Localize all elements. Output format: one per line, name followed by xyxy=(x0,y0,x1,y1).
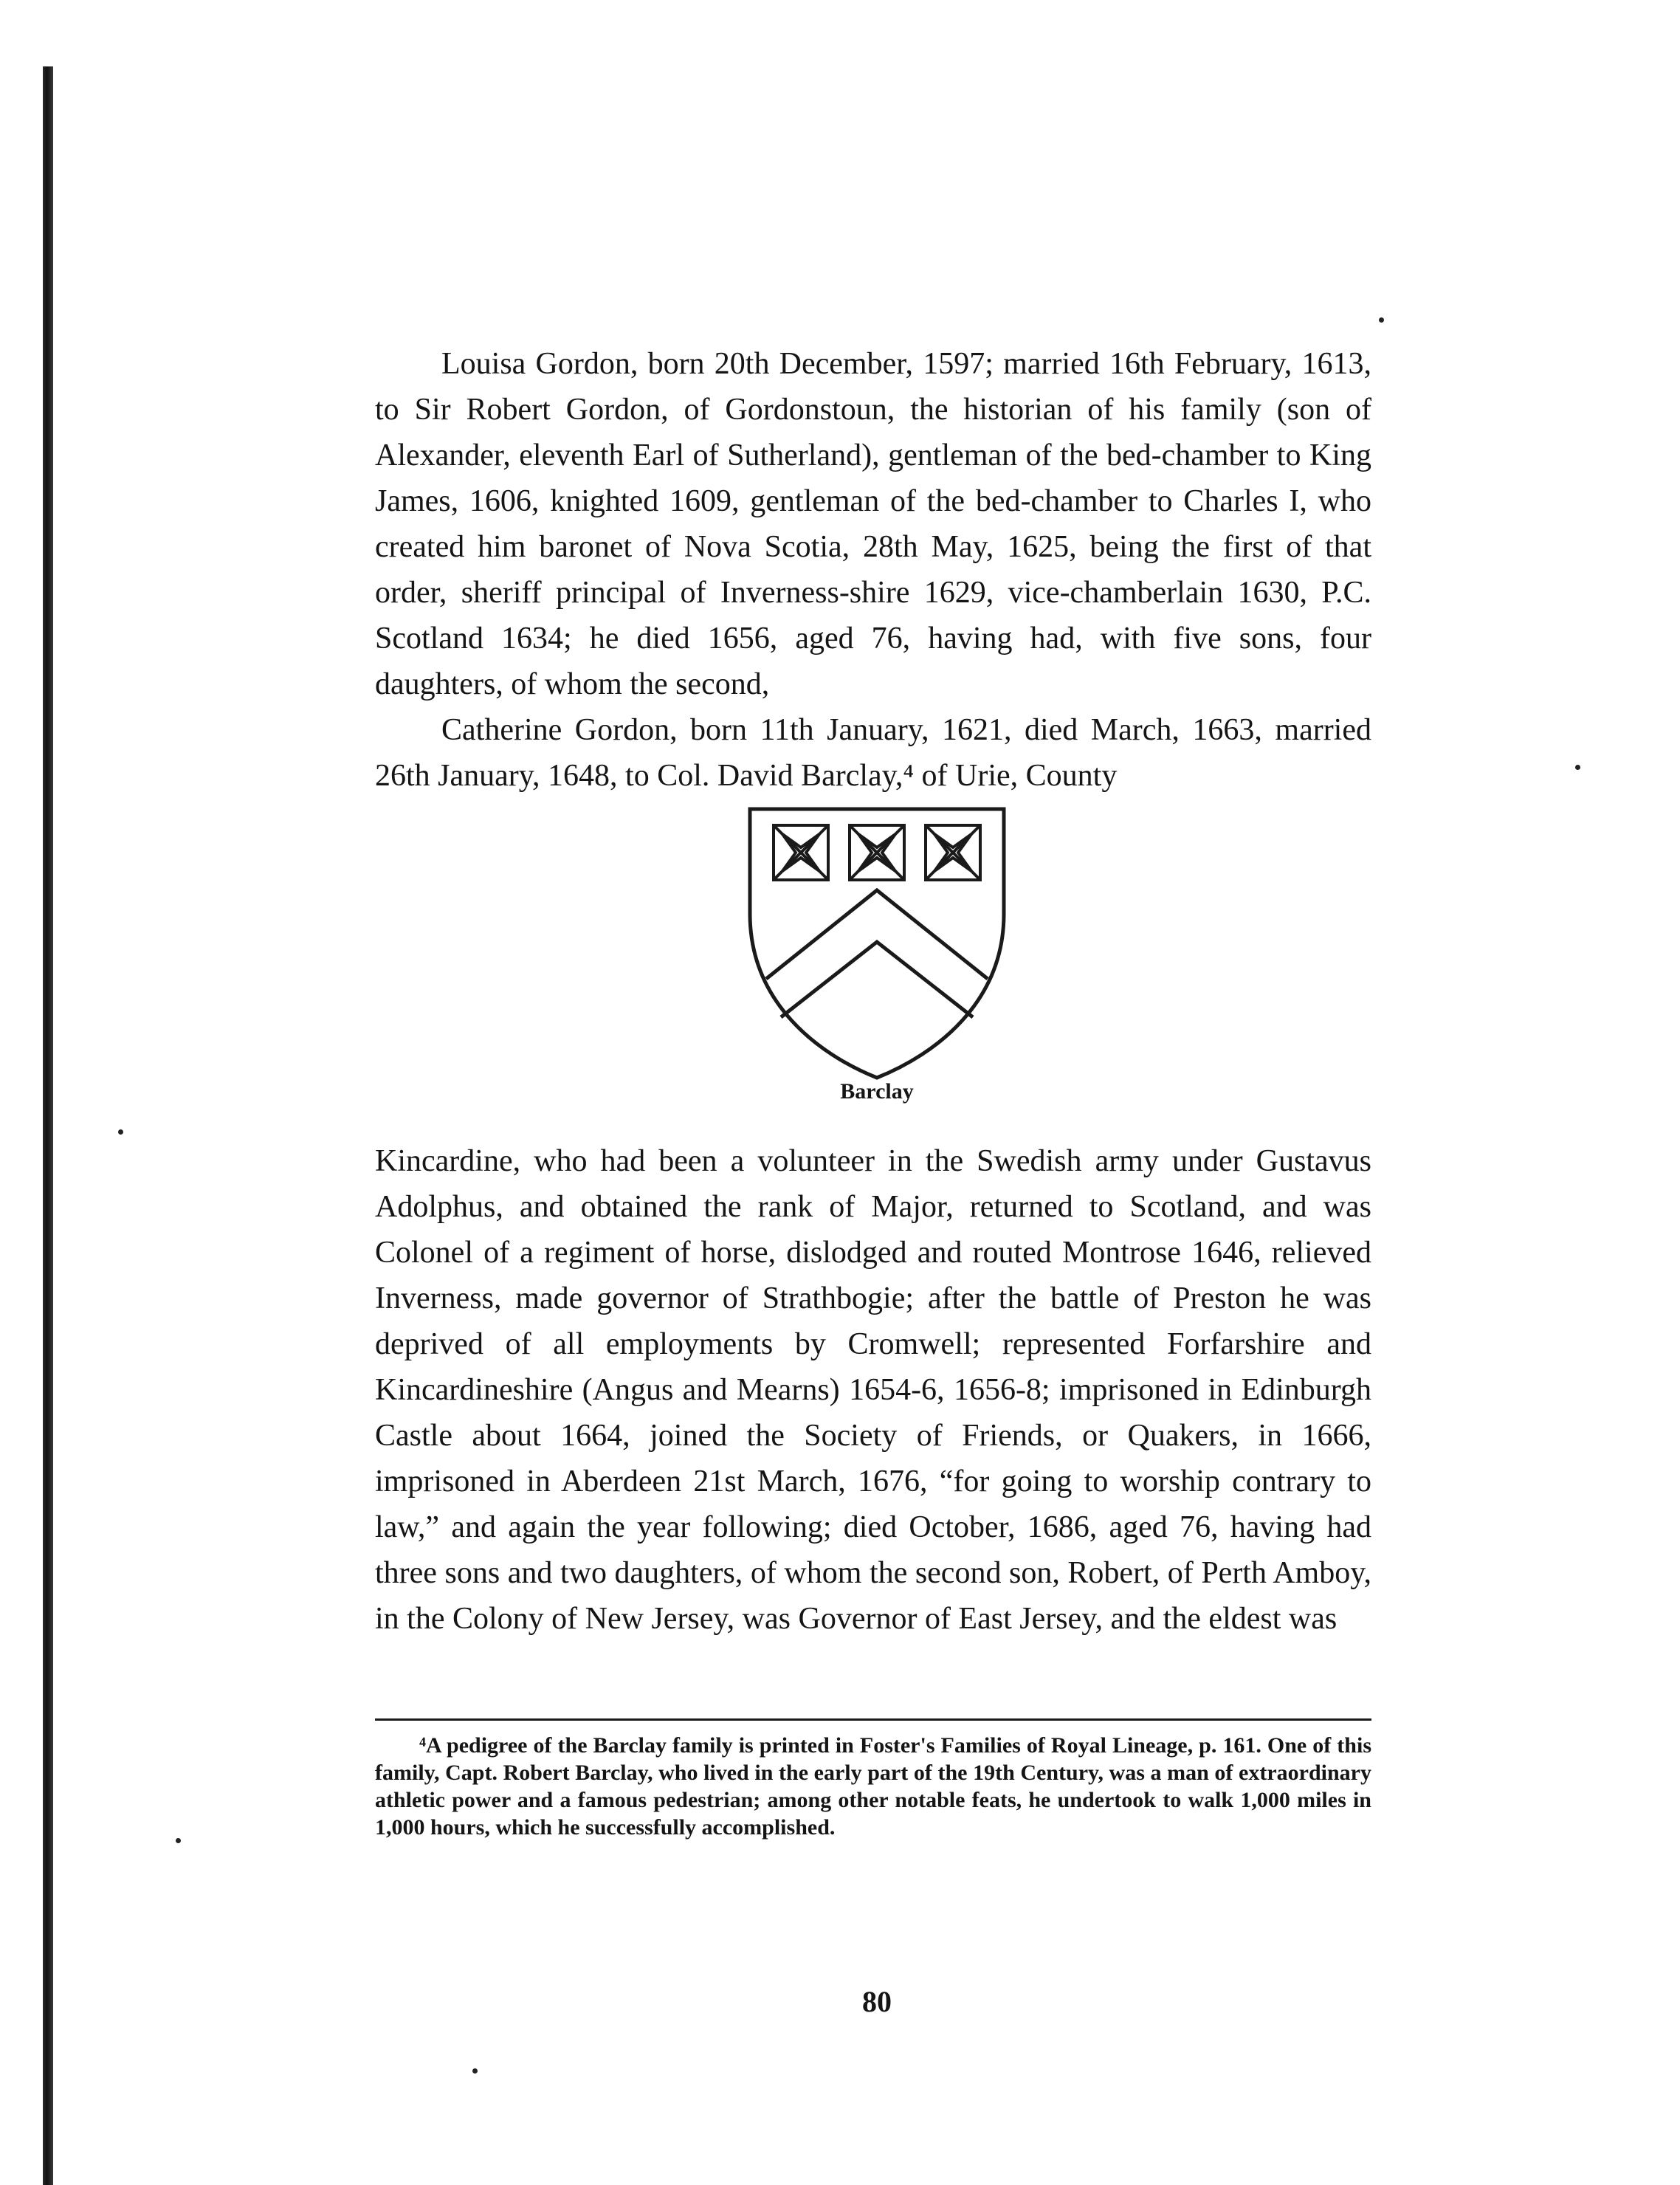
print-speck xyxy=(472,2068,478,2074)
footnote-divider xyxy=(375,1718,1371,1721)
lower-text-block xyxy=(375,1138,1371,1642)
print-speck xyxy=(1379,317,1384,323)
print-speck xyxy=(118,1129,123,1135)
paragraph-david-barclay: Kincardine, who had been a volunteer in the Swedish army under Gustavus Adolphus, and obtained the rank of Major, returned to Scotland, and was Colonel of a regiment of horse, dislodged and routed Montrose 1646, relieved Inverness, made governor of Strathbogie; after the battle of Preston he was deprived of all employments by Cromwell; represented Forfarshire and Kincardineshire (Angus and Mearns) 1654-6, 1656-8; imprisoned in Edinburgh Castle about 1664, joined the Society of Friends, or Quakers, in 1666, imprisoned in Aberdeen 21st March, 1676, “for going to worship contrary to law,” and again the year following; died October, 1686, aged 76, having had three sons and two daughters, of whom the second son, Robert, of Perth Amboy, in the Colony of New Jersey, was Governor of East Jersey, and the eldest was xyxy=(375,1144,1371,1636)
paragraph-louisa-gordon: Louisa Gordon, born 20th December, 1597; married 16th February, 1613, to Sir Robert Gordon, of Gordonstoun, the historian of his family (son of Alexander, eleventh Earl of Sutherland), gentleman of the bed-chamber to King James, 1606, knighted 1609, gentleman of the bed-chamber to Charles I, who created him baronet of Nova Scotia, 28th May, 1625, being the first of that order, sheriff principal of Inverness-shire 1629, vice-chamberlain 1630, P.C. Scotland 1634; he died 1656, aged 76, having had, with five sons, four daughters, of whom the second, xyxy=(375,347,1371,701)
footnote-barclay-pedigree: ⁴A pedigree of the Barclay family is printed in Foster's Families of Royal Lineage, p. 161. One of this family, Capt. Robert Barclay, who lived in the early part of the 19th Century, was a man of extraordinary athletic power and a famous pedestrian; among other notable feats, he undertook to walk 1,000 miles in 1,000 hours, which he successfully accomplished. xyxy=(375,1733,1371,1840)
coat-of-arms-caption: Barclay xyxy=(840,1079,914,1104)
upper-text-block xyxy=(375,341,1371,799)
page-number: 80 xyxy=(862,1985,892,2018)
print-speck xyxy=(1575,765,1580,770)
print-speck xyxy=(176,1838,181,1843)
barclay-coat-of-arms-icon xyxy=(744,803,1010,1084)
page-binding-edge xyxy=(43,66,53,2185)
paragraph-catherine-gordon: Catherine Gordon, born 11th January, 1621, died March, 1663, married 26th January, 1648, to Col. David Barclay,⁴ of Urie, County xyxy=(375,713,1371,793)
